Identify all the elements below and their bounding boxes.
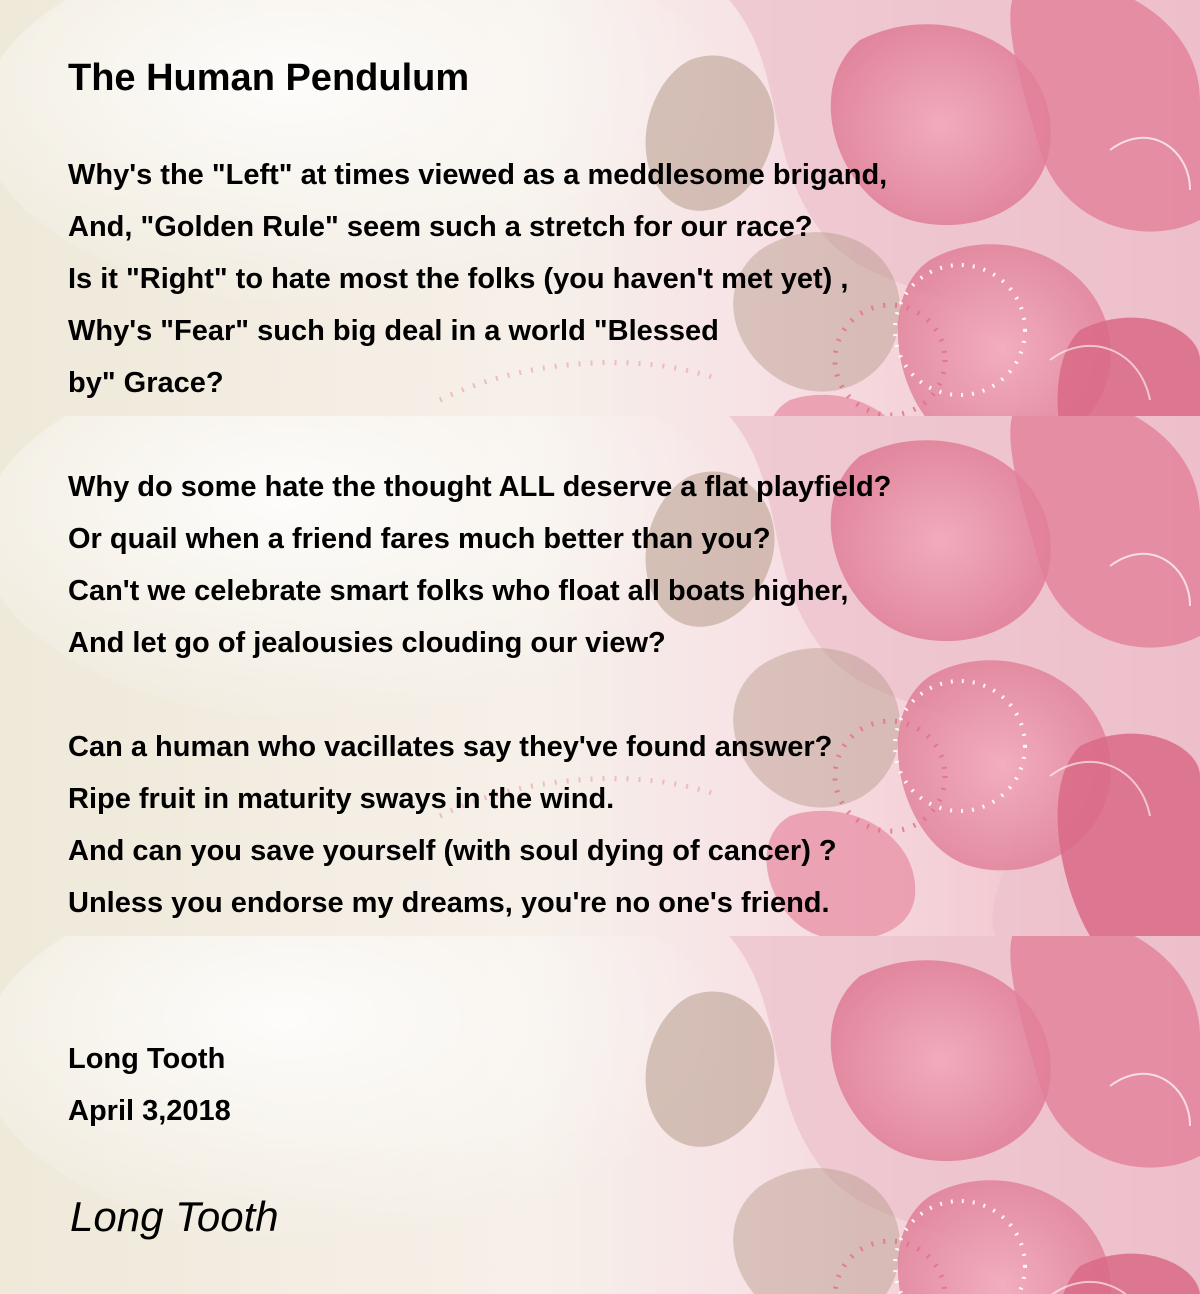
poem-line: Why's the "Left" at times viewed as a meddlesome brigand,: [68, 159, 888, 191]
poem-line: Can a human who vacillates say they've found answer?: [68, 731, 833, 763]
poem-line: And let go of jealousies clouding our view?: [68, 627, 666, 659]
poem-body: [68, 152, 891, 932]
poem-line: Why's "Fear" such big deal in a world "Blessed: [68, 315, 719, 347]
signoff-date: April 3,2018: [68, 1095, 231, 1127]
poem-title: The Human Pendulum: [68, 57, 470, 99]
signoff-name: Long Tooth: [68, 1043, 226, 1075]
poem-line: And can you save yourself (with soul dying of cancer) ?: [68, 835, 837, 867]
poem-line: Unless you endorse my dreams, you're no one's friend.: [68, 887, 830, 919]
poem-line: Is it "Right" to hate most the folks (you haven't met yet) ,: [68, 263, 849, 295]
poem-signoff: [68, 1036, 231, 1140]
poem-line: Can't we celebrate smart folks who float all boats higher,: [68, 575, 849, 607]
poem-line: by" Grace?: [68, 367, 224, 399]
poem-line: Why do some hate the thought ALL deserve a flat playfield?: [68, 471, 892, 503]
poem-line: Ripe fruit in maturity sways in the wind.: [68, 783, 615, 815]
poem-line: And, "Golden Rule" seem such a stretch for our race?: [68, 211, 813, 243]
stanza-break: [68, 412, 891, 464]
poem-line: Or quail when a friend fares much better than you?: [68, 523, 771, 555]
stanza-break: [68, 672, 891, 724]
author-name: Long Tooth: [70, 1193, 279, 1240]
